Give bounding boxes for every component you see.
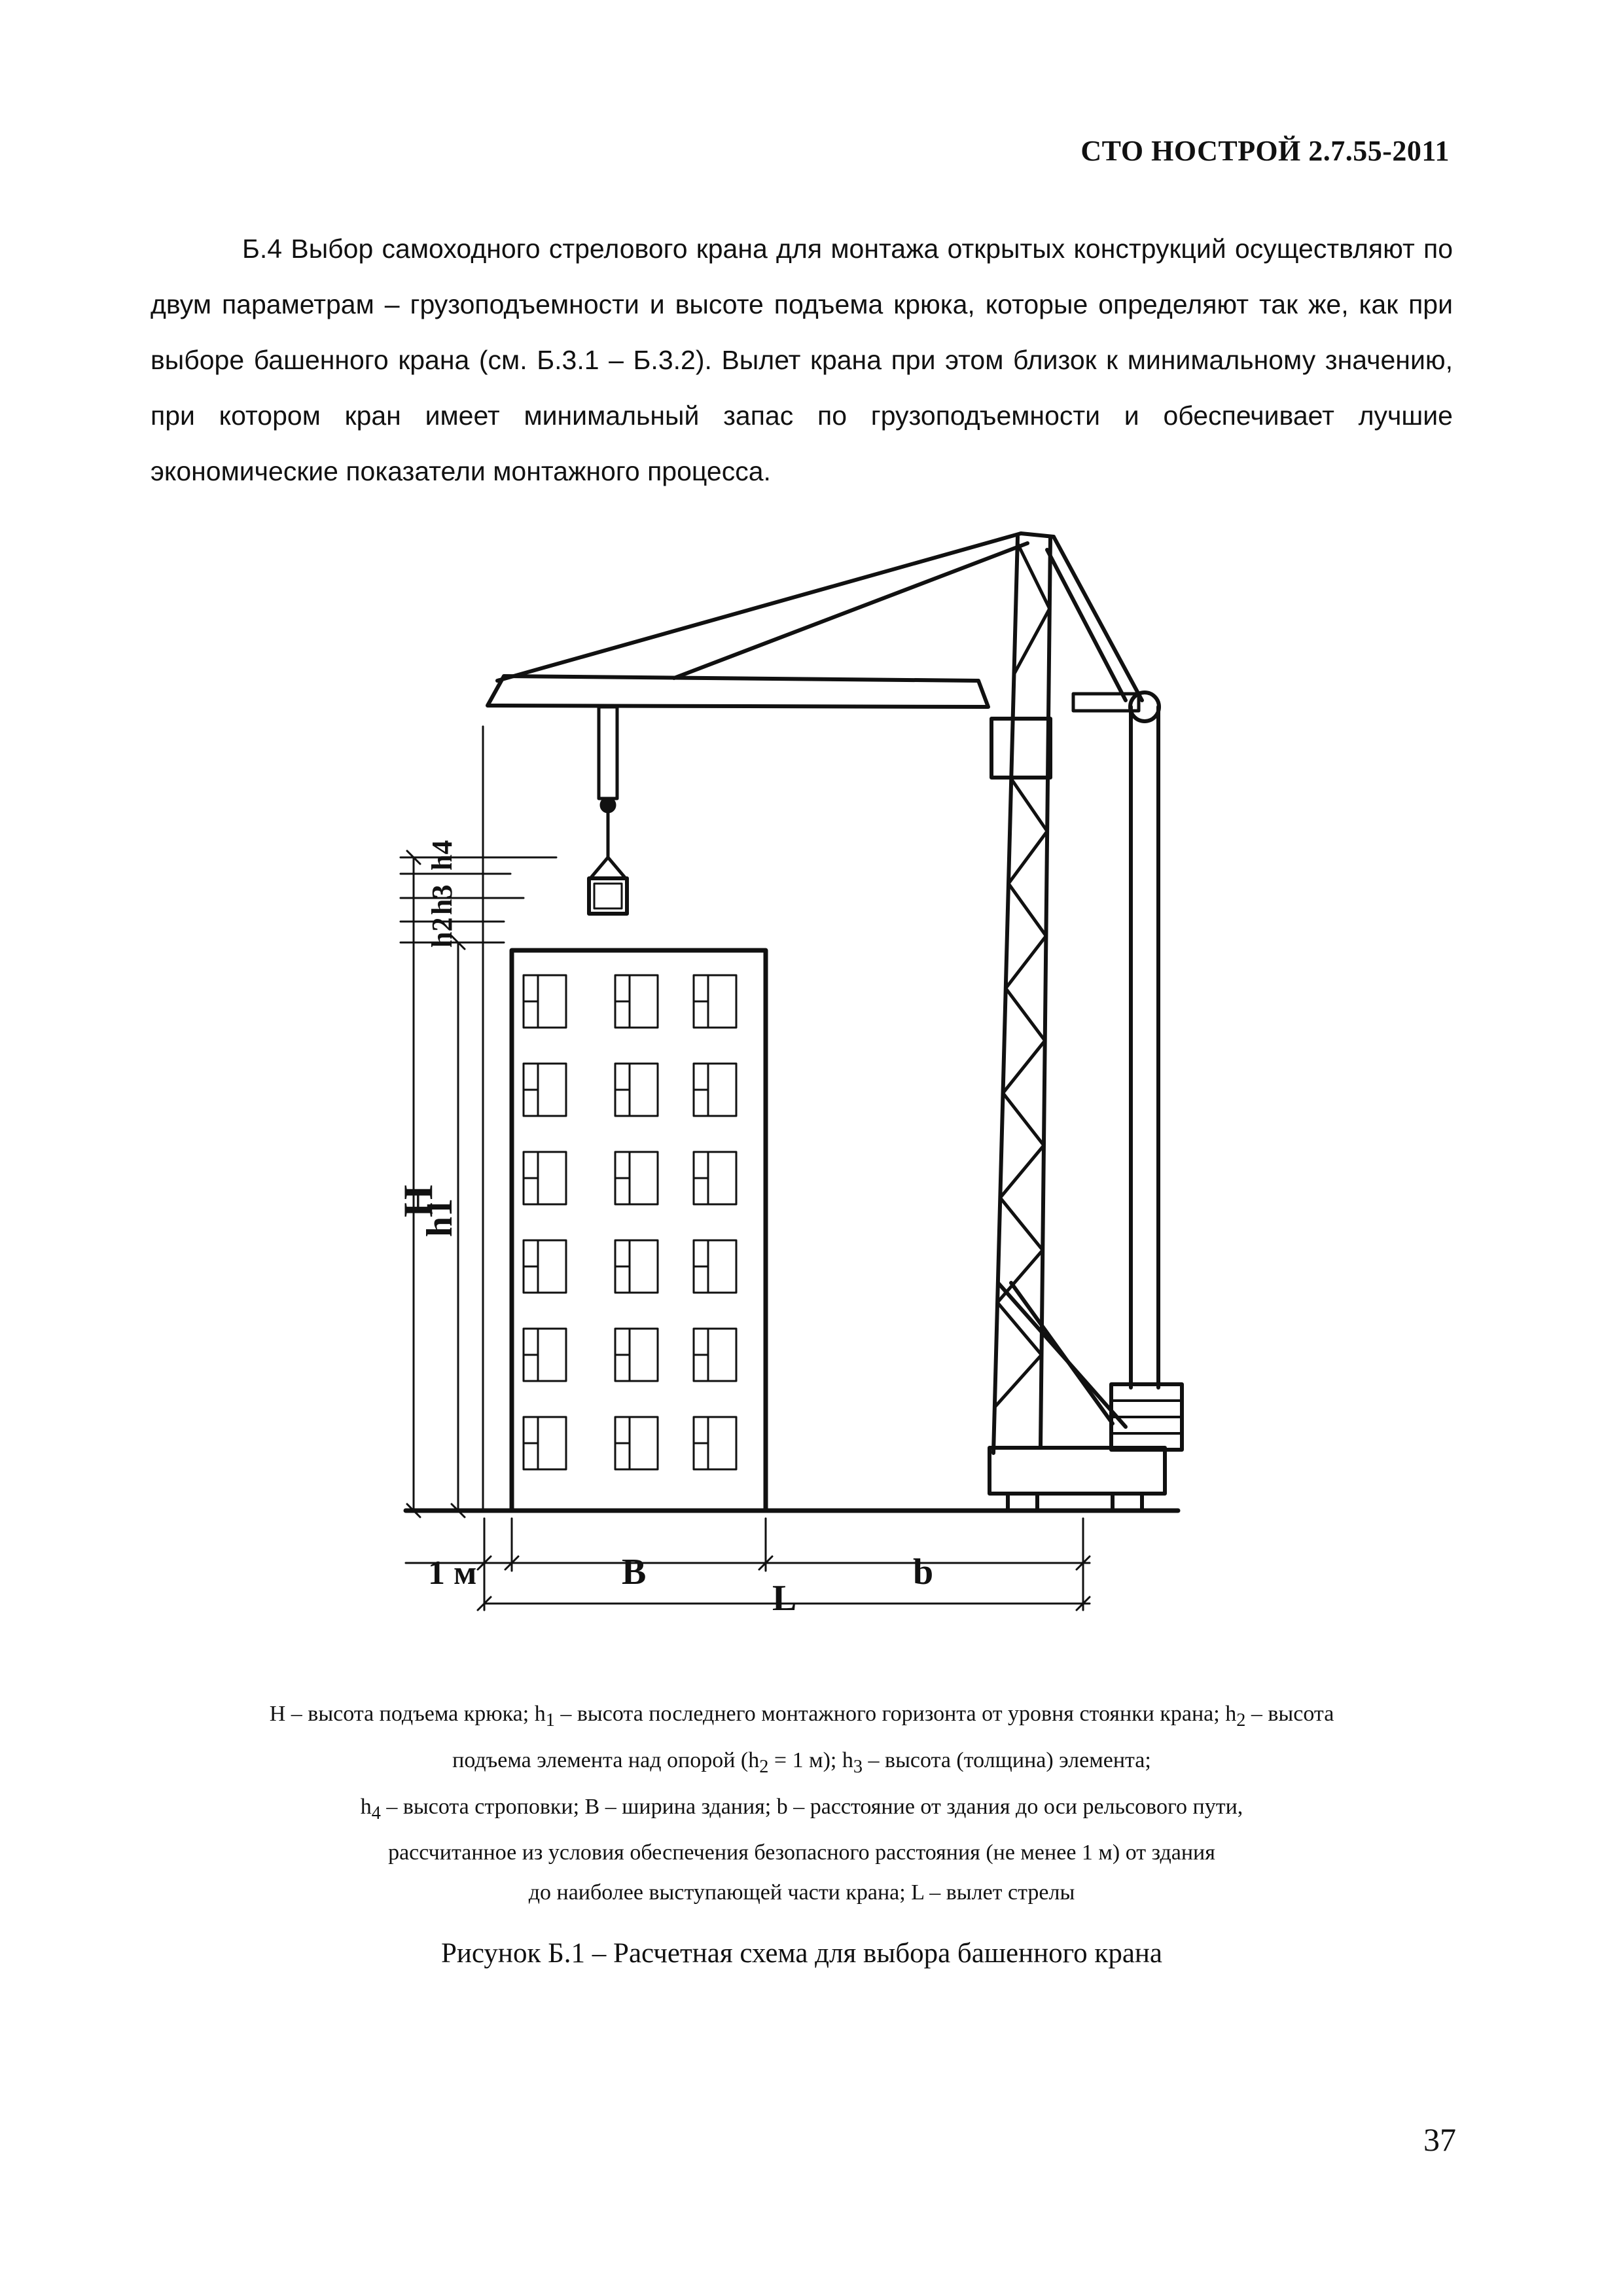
building-window [524,1240,566,1293]
building-window [524,1064,566,1116]
crane-tower [991,537,1126,1453]
label-B: B [622,1552,647,1592]
building-window [694,1240,736,1293]
building-window [524,1329,566,1381]
legend-line-2: подъема элемента над опорой ($h_2 = 1$ м); $h_3$ – высота (толщина) элемента; [452,1748,1151,1777]
building-window [615,975,658,1028]
tower-lattice-brace [1008,884,1046,936]
tower-lattice-brace [1011,779,1047,831]
label-H: H [395,1185,441,1217]
tower-lattice-brace [1006,988,1045,1041]
building-window [694,1417,736,1469]
building-window [524,1152,566,1204]
label-h2: h2 [426,917,458,948]
building-window [615,1240,658,1293]
label-L: L [772,1578,797,1619]
building-window [615,1064,658,1116]
building-window [694,1152,736,1204]
page-number: 37 [1423,2121,1456,2158]
tower-lattice-brace [1003,1041,1045,1093]
tower-lattice-brace [997,1302,1041,1355]
building-window [615,1152,658,1204]
tower-lattice-brace [1000,1145,1044,1198]
building-window [694,975,736,1028]
label-h1: h1 [419,1198,460,1237]
tower-lattice-brace [1018,543,1050,609]
crane-base [990,1448,1165,1511]
figure-legend [151,1694,1453,1912]
tower-lattice-brace [1008,831,1047,884]
crane-counter-mast [1111,692,1182,1450]
legend-line-5: до наиболее выступающей части крана; L – вылет стрелы [528,1880,1075,1905]
tower-lattice-brace [1006,936,1046,988]
paragraph-b4: Б.4 Выбор самоходного стрелового крана для монтажа открытых конструкций осуществляют по двум параметрам – грузоподъемности и высоте подъема крюка, которые определяют так же, как при выборе башенного крана (см. Б.3.1 – Б.3.2). Вылет крана при этом близок к минимальному значению, при котором кран имеет минимальный запас по грузоподъемности и обеспечивает лучшие экономические показатели монтажного процесса. [151,234,1453,486]
legend-line-4: рассчитанное из условия обеспечения безопасного расстояния (не менее 1 м) от здания [388,1840,1215,1865]
tower-lattice-brace [1014,609,1049,674]
building-window [524,975,566,1028]
crane-hook [589,707,627,914]
horizontal-dimensions [406,1518,1090,1610]
legend-line-3: $h_4$ – высота строповки; B – ширина здания; b – расстояние от здания до оси рельсового пути, [360,1794,1243,1823]
building-window [615,1417,658,1469]
tower-lattice-brace [1003,1093,1044,1145]
label-1m: 1 м [428,1554,477,1592]
building-window [615,1329,658,1381]
building [512,950,766,1511]
label-b: b [913,1552,934,1592]
label-h4: h4 [426,840,458,870]
tower-lattice-brace [1000,1198,1043,1250]
building-window [524,1417,566,1469]
building-window [694,1329,736,1381]
building-window [694,1064,736,1116]
vertical-dimensions [401,726,556,1517]
document-id: СТО НОСТРОЙ 2.7.55-2011 [1080,135,1450,167]
tower-lattice-brace [995,1355,1042,1407]
figure-caption: Рисунок Б.1 – Расчетная схема для выбора башенного крана [440,1938,1163,1969]
legend-line-1: H – высота подъема крюка; $h_1$ – высота последнего монтажного горизонта от уровня стоянки крана; $h_2$ – высота [269,1702,1334,1731]
label-h3: h3 [426,884,458,915]
